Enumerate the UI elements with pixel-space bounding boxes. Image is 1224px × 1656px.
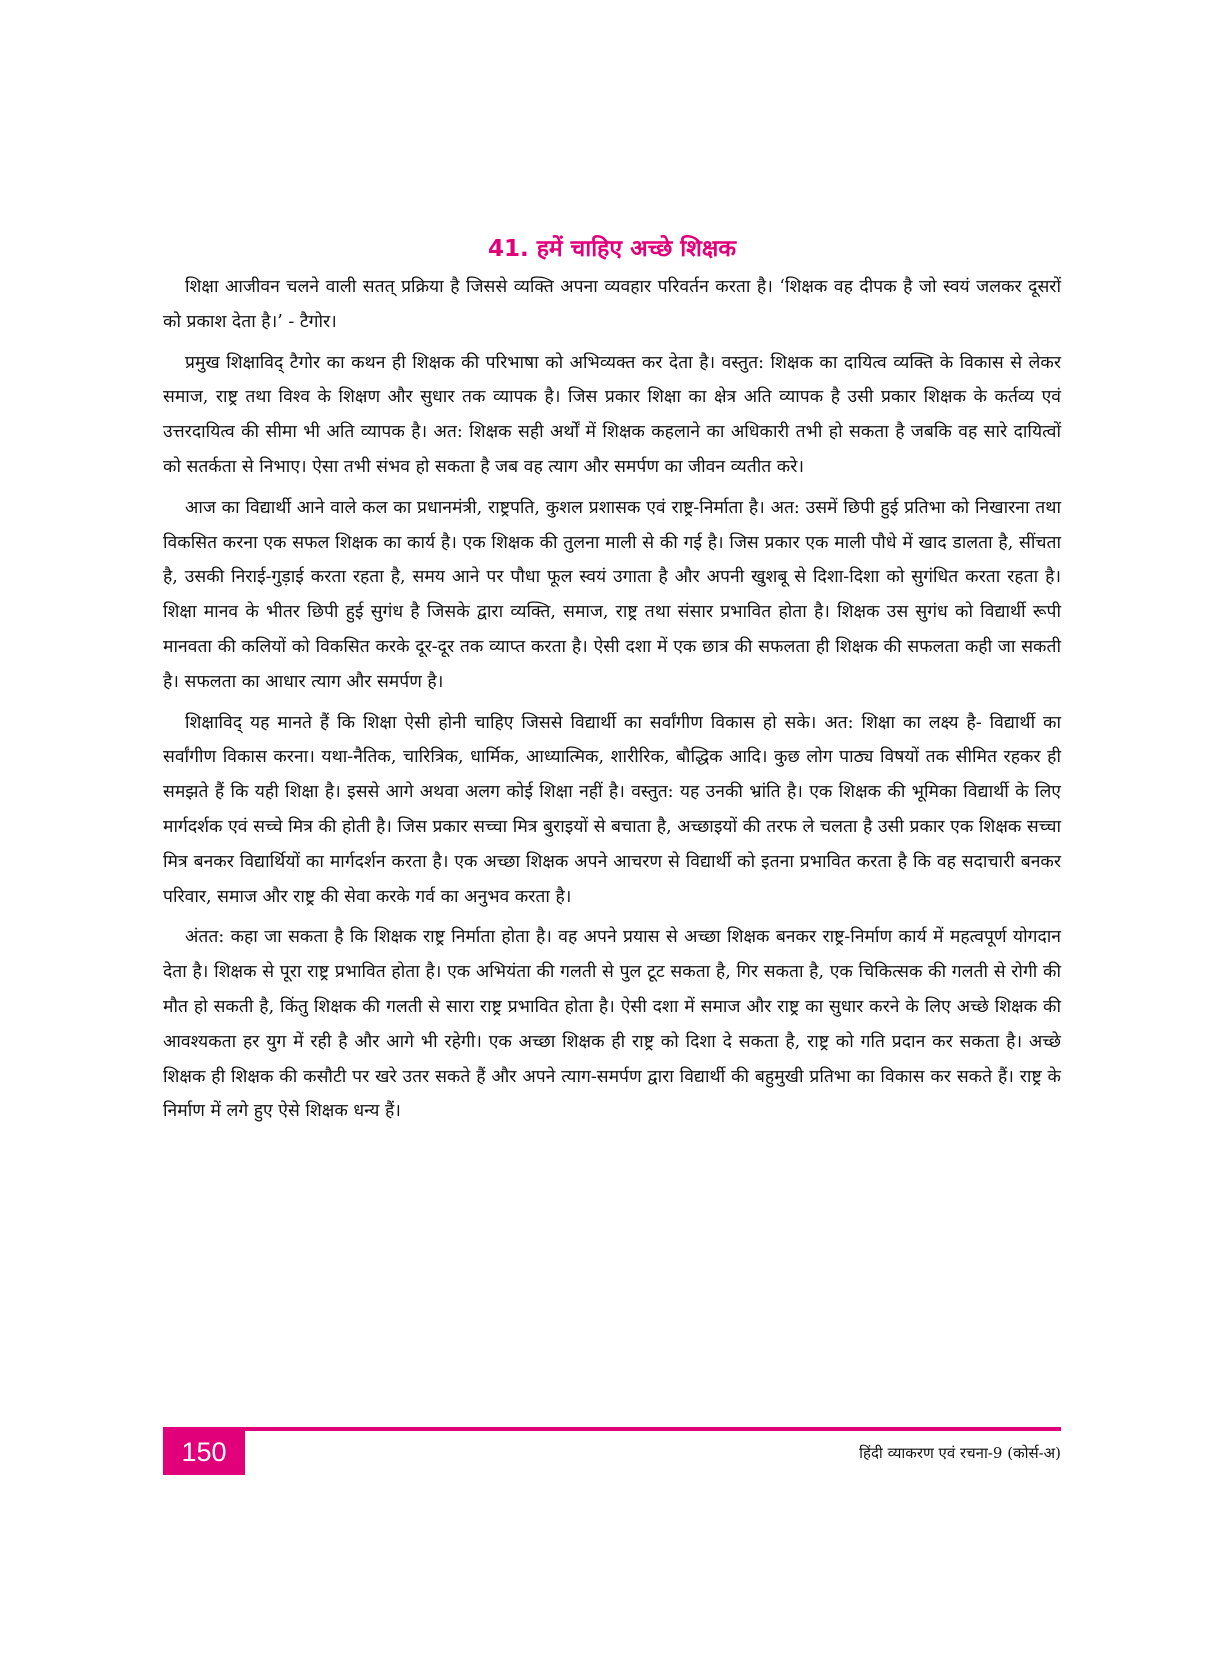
paragraph-4: शिक्षाविद् यह मानते हैं कि शिक्षा ऐसी होनी चाहिए जिससे विद्यार्थी का सर्वांगीण विकास हो सके। अत: शिक्षा का लक्ष्य है- विद्यार्थी का सर्वांगीण विकास करना। यथा-नैतिक, चारित्रिक, धार्मिक, आध्यात्मिक, शारीरिक, बौद्धिक आदि। कुछ लोग पाठ्य विषयों तक सीमित रहकर ही समझते हैं कि यही शिक्षा है। इससे आगे अथवा अलग कोई शिक्षा नहीं है। वस्तुत: यह उनकी भ्रांति है। एक शिक्षक की भूमिका विद्यार्थी के लिए मार्गदर्शक एवं सच्चे मित्र की होती है। जिस प्रकार सच्चा मित्र बुराइयों से बचाता है, अच्छाइयों की तरफ ले चलता है उसी प्रकार एक शिक्षक सच्चा मित्र बनकर विद्यार्थियों का मार्गदर्शन करता है। एक अच्छा शिक्षक अपने आचरण से विद्यार्थी को इतना प्रभावित करता है कि वह सदाचारी बनकर परिवार, समाज और राष्ट्र की सेवा करके गर्व का अनुभव करता है। [163, 712, 1061, 907]
footer-divider [163, 1427, 1061, 1431]
paragraph-3: आज का विद्यार्थी आने वाले कल का प्रधानमंत्री, राष्ट्रपति, कुशल प्रशासक एवं राष्ट्र-निर्माता है। अत: उसमें छिपी हुई प्रतिभा को निखारना तथा विकसित करना एक सफल शिक्षक का कार्य है। एक शिक्षक की तुलना माली से की गई है। जिस प्रकार एक माली पौधे में खाद डालता है, सींचता है, उसकी निराई-गुड़ाई करता रहता है, समय आने पर पौधा फूल स्वयं उगाता है और अपनी खुशबू से दिशा-दिशा को सुगंधित करता रहता है। शिक्षा मानव के भीतर छिपी हुई सुगंध है जिसके द्वारा व्यक्ति, समाज, राष्ट्र तथा संसार प्रभावित होता है। शिक्षक उस सुगंध को विद्यार्थी रूपी मानवता की कलियों को विकसित करके दूर-दूर तक व्याप्त करता है। ऐसी दशा में एक छात्र की सफलता ही शिक्षक की सफलता कही जा सकती है। सफलता का आधार त्याग और समर्पण है। [163, 497, 1061, 692]
page-number: 150 [163, 1429, 245, 1475]
paragraph-1: शिक्षा आजीवन चलने वाली सतत् प्रक्रिया है जिससे व्यक्ति अपना व्यवहार परिवर्तन करता है। ‘शिक्षक वह दीपक है जो स्वयं जलकर दूसरों को प्रकाश देता है।’ - टैगोर। [163, 277, 1061, 332]
paragraph-5: अंतत: कहा जा सकता है कि शिक्षक राष्ट्र निर्माता होता है। वह अपने प्रयास से अच्छा शिक्षक बनकर राष्ट्र-निर्माण कार्य में महत्वपूर्ण योगदान देता है। शिक्षक से पूरा राष्ट्र प्रभावित होता है। एक अभियंता की गलती से पुल टूट सकता है, गिर सकता है, एक चिकित्सक की गलती से रोगी की मौत हो सकती है, किंतु शिक्षक की गलती से सारा राष्ट्र प्रभावित होता है। ऐसी दशा में समाज और राष्ट्र का सुधार करने के लिए अच्छे शिक्षक की आवश्यकता हर युग में रही है और आगे भी रहेगी। एक अच्छा शिक्षक ही राष्ट्र को दिशा दे सकता है, राष्ट्र को गति प्रदान कर सकता है। अच्छे शिक्षक ही शिक्षक की कसौटी पर खरे उतर सकते हैं और अपने त्याग-समर्पण द्वारा विद्यार्थी की बहुमुखी प्रतिभा का विकास कर सकते हैं। राष्ट्र के निर्माण में लगे हुए ऐसे शिक्षक धन्य हैं। [163, 927, 1061, 1122]
book-title: हिंदी व्याकरण एवं रचना-9 (कोर्स-अ) [859, 1444, 1061, 1462]
essay-body [163, 270, 1061, 1135]
paragraph-2: प्रमुख शिक्षाविद् टैगोर का कथन ही शिक्षक की परिभाषा को अभिव्यक्त कर देता है। वस्तुत: शिक्षक का दायित्व व्यक्ति के विकास से लेकर समाज, राष्ट्र तथा विश्व के शिक्षण और सुधार तक व्यापक है। जिस प्रकार शिक्षा का क्षेत्र अति व्यापक है उसी प्रकार शिक्षक के कर्तव्य एवं उत्तरदायित्व की सीमा भी अति व्यापक है। अत: शिक्षक सही अर्थों में शिक्षक कहलाने का अधिकारी तभी हो सकता है जबकि वह सारे दायित्वों को सतर्कता से निभाए। ऐसा तभी संभव हो सकता है जब वह त्याग और समर्पण का जीवन व्यतीत करे। [163, 352, 1061, 477]
essay-title: 41. हमें चाहिए अच्छे शिक्षक [487, 236, 737, 262]
